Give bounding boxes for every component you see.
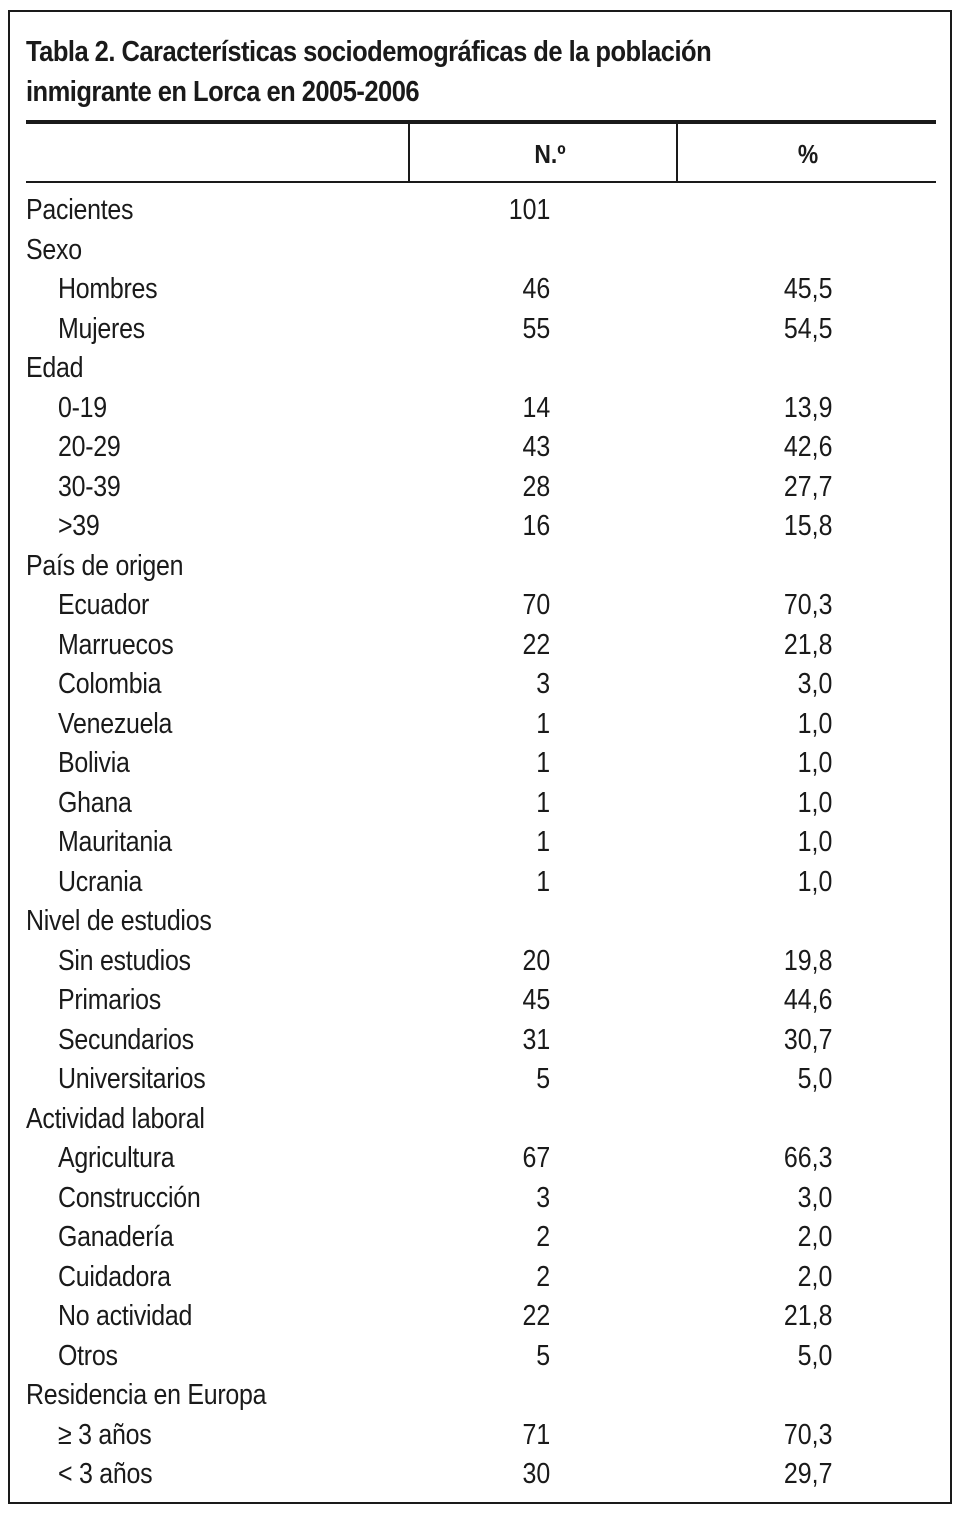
row-label: [58, 705, 191, 745]
table-row: [0, 1258, 962, 1298]
row-percent: [700, 547, 832, 587]
row-count: [430, 823, 550, 863]
row-percent: [700, 744, 832, 784]
row-label: [26, 547, 209, 587]
row-label-text: Secundarios: [58, 1023, 194, 1056]
row-count: [430, 1139, 550, 1179]
row-count: [430, 744, 550, 784]
row-count: [430, 863, 550, 903]
row-percent: [700, 310, 832, 350]
row-count-text: 2: [536, 1221, 550, 1253]
row-label-text: Cuidadora: [58, 1260, 171, 1293]
row-percent-text: 45,5: [783, 273, 832, 305]
header-divider-1: [408, 124, 410, 181]
row-percent: [700, 428, 832, 468]
row-label: [26, 349, 93, 389]
row-count: [430, 1258, 550, 1298]
row-label-text: 0-19: [58, 391, 107, 424]
row-count: [430, 1021, 550, 1061]
row-label: [26, 902, 242, 942]
row-percent: [700, 823, 832, 863]
row-label-text: Marruecos: [58, 628, 174, 661]
row-label-text: < 3 años: [58, 1458, 153, 1490]
row-count: [430, 507, 550, 547]
row-count-text: 71: [522, 1418, 550, 1451]
row-label: [58, 665, 178, 705]
row-count: [430, 784, 550, 824]
row-label: [58, 1337, 127, 1377]
row-count-text: 30: [522, 1458, 550, 1490]
table-row: [0, 310, 962, 350]
table-row: [0, 1021, 962, 1061]
table-row: [0, 784, 962, 824]
table-row: [0, 468, 962, 508]
row-percent: [700, 1218, 832, 1258]
row-percent-text: 3,0: [797, 1181, 832, 1214]
row-percent-text: 1,0: [797, 747, 832, 779]
row-percent: [700, 1376, 832, 1416]
row-count-text: 70: [522, 589, 550, 621]
row-percent: [700, 784, 832, 824]
row-percent: [700, 349, 832, 389]
row-label-text: Sexo: [26, 233, 82, 266]
table-row: [0, 1218, 962, 1258]
row-percent: [700, 507, 832, 547]
row-label: [58, 310, 159, 350]
row-count-text: 22: [522, 1300, 550, 1332]
row-count-text: 5: [536, 1063, 550, 1095]
row-label-text: Colombia: [58, 668, 162, 700]
row-count: [430, 586, 550, 626]
row-label: [58, 823, 190, 863]
row-count: [430, 349, 550, 389]
row-percent: [700, 942, 832, 982]
row-label-text: Mauritania: [58, 826, 172, 858]
row-percent-text: 1,0: [797, 826, 832, 858]
row-percent: [700, 586, 832, 626]
row-label-text: Ganadería: [58, 1221, 174, 1253]
table-group-row: [0, 547, 962, 587]
row-percent: [700, 1258, 832, 1298]
row-percent-text: 2,0: [797, 1221, 832, 1253]
row-percent: [700, 1416, 832, 1456]
row-percent: [700, 389, 832, 429]
row-label: [58, 1416, 167, 1456]
row-label-text: País de origen: [26, 549, 184, 582]
row-percent-text: 5,0: [797, 1339, 832, 1372]
row-percent: [700, 270, 832, 310]
table-row: [0, 1060, 962, 1100]
header-bottom-rule: [26, 181, 936, 183]
row-percent: [700, 1179, 832, 1219]
row-label-text: >39: [58, 510, 100, 542]
row-label-text: Sin estudios: [58, 944, 191, 977]
table-body: [0, 191, 962, 1495]
row-count: [430, 626, 550, 666]
row-label-text: Edad: [26, 352, 84, 384]
table-row: [0, 428, 962, 468]
row-percent-text: 1,0: [797, 786, 832, 819]
row-count-text: 22: [522, 628, 550, 661]
row-percent-text: 3,0: [797, 668, 832, 700]
row-label-text: ≥ 3 años: [58, 1418, 152, 1451]
row-percent: [700, 1455, 832, 1495]
row-label: [58, 1179, 224, 1219]
row-percent-text: 5,0: [797, 1063, 832, 1095]
table-row: [0, 1455, 962, 1495]
table-row: [0, 626, 962, 666]
row-label: [58, 1139, 193, 1179]
row-label: [58, 1218, 192, 1258]
row-percent: [700, 231, 832, 271]
table-row: [0, 942, 962, 982]
row-count-text: 3: [536, 668, 550, 700]
row-percent: [700, 1297, 832, 1337]
table-title-line-2: inmigrante en Lorca en 2005-2006: [26, 76, 420, 108]
row-count: [430, 468, 550, 508]
table-row: [0, 1297, 962, 1337]
row-count-text: 1: [536, 747, 550, 779]
table-row: [0, 744, 962, 784]
row-count-text: 43: [522, 431, 550, 463]
row-count-text: 46: [522, 273, 550, 305]
row-percent-text: 27,7: [783, 470, 832, 503]
row-count-text: 20: [522, 944, 550, 977]
header-top-rule: [26, 120, 936, 124]
table-row: [0, 863, 962, 903]
row-label-text: Venezuela: [58, 707, 173, 740]
table-row: [0, 1337, 962, 1377]
row-label-text: Nivel de estudios: [26, 905, 212, 937]
row-label-text: Otros: [58, 1339, 118, 1372]
table-row: [0, 665, 962, 705]
row-count: [430, 1297, 550, 1337]
row-percent: [700, 468, 832, 508]
row-percent-text: 54,5: [783, 312, 832, 345]
table-group-row: [0, 231, 962, 271]
table-group-row: [0, 191, 962, 231]
row-count: [430, 1455, 550, 1495]
row-count: [430, 1218, 550, 1258]
row-percent: [700, 626, 832, 666]
row-percent-text: 2,0: [797, 1260, 832, 1293]
row-label: [58, 468, 131, 508]
row-percent: [700, 665, 832, 705]
row-label-text: Residencia en Europa: [26, 1379, 267, 1411]
table-title-line-1: Tabla 2. Características sociodemográficas de la población: [26, 36, 712, 68]
row-label-text: 30-39: [58, 470, 121, 503]
row-label-text: Ghana: [58, 786, 132, 819]
row-count: [430, 547, 550, 587]
row-count-text: 67: [522, 1142, 550, 1174]
row-count: [430, 665, 550, 705]
row-percent: [700, 1337, 832, 1377]
column-header-n: N.º: [534, 139, 566, 169]
row-count: [430, 1337, 550, 1377]
row-percent-text: 29,7: [783, 1458, 832, 1490]
row-percent-text: 70,3: [783, 589, 832, 621]
row-label: [58, 626, 192, 666]
table-group-row: [0, 349, 962, 389]
table-row: [0, 270, 962, 310]
row-label: [58, 1021, 216, 1061]
table-row: [0, 981, 962, 1021]
row-count-text: 1: [536, 707, 550, 740]
row-label-text: Universitarios: [58, 1063, 206, 1095]
row-count: [430, 942, 550, 982]
row-percent-text: 21,8: [783, 1300, 832, 1332]
row-percent: [700, 705, 832, 745]
row-label: [58, 586, 164, 626]
row-label-text: Construcción: [58, 1181, 201, 1214]
row-count-text: 28: [522, 470, 550, 503]
row-percent-text: 30,7: [783, 1023, 832, 1056]
row-count-text: 31: [522, 1023, 550, 1056]
column-header-percent: %: [797, 139, 819, 169]
table-row: [0, 1179, 962, 1219]
row-percent: [700, 1060, 832, 1100]
row-count-text: 14: [522, 391, 550, 424]
row-count-text: 45: [522, 984, 550, 1016]
row-percent: [700, 981, 832, 1021]
row-label-text: Ecuador: [58, 589, 150, 621]
row-label: [26, 1376, 305, 1416]
row-label: [58, 784, 144, 824]
row-label: [58, 507, 106, 547]
row-count-text: 55: [522, 312, 550, 345]
row-label-text: Pacientes: [26, 194, 134, 226]
table-group-row: [0, 902, 962, 942]
row-label: [26, 1100, 234, 1140]
row-count: [430, 1100, 550, 1140]
row-label-text: Mujeres: [58, 312, 145, 345]
row-count: [430, 310, 550, 350]
row-percent-text: 19,8: [783, 944, 832, 977]
row-label: [58, 1297, 214, 1337]
row-label: [58, 863, 156, 903]
row-percent: [700, 863, 832, 903]
header-divider-2: [676, 124, 678, 181]
row-label: [58, 744, 141, 784]
row-percent: [700, 902, 832, 942]
table-row: [0, 823, 962, 863]
row-count: [430, 270, 550, 310]
row-count: [430, 1416, 550, 1456]
row-label-text: 20-29: [58, 431, 121, 463]
table-title: [26, 32, 818, 112]
row-count-text: 16: [522, 510, 550, 542]
row-count-text: 2: [536, 1260, 550, 1293]
row-count: [430, 1376, 550, 1416]
row-percent-text: 21,8: [783, 628, 832, 661]
row-percent-text: 1,0: [797, 865, 832, 898]
table-row: [0, 586, 962, 626]
row-label: [58, 1455, 168, 1495]
row-count-text: 1: [536, 786, 550, 819]
row-percent: [700, 1139, 832, 1179]
row-percent-text: 42,6: [783, 431, 832, 463]
table-row: [0, 1139, 962, 1179]
row-label: [58, 1060, 229, 1100]
row-label-text: Ucrania: [58, 865, 143, 898]
row-percent-text: 13,9: [783, 391, 832, 424]
row-label-text: Actividad laboral: [26, 1102, 205, 1135]
row-count: [430, 902, 550, 942]
row-count-text: 3: [536, 1181, 550, 1214]
table-group-row: [0, 1100, 962, 1140]
row-label: [26, 231, 91, 271]
table-row: [0, 507, 962, 547]
row-count-text: 1: [536, 826, 550, 858]
row-label: [58, 981, 178, 1021]
row-label: [58, 1258, 189, 1298]
row-count: [430, 705, 550, 745]
row-label: [58, 270, 174, 310]
row-label-text: Primarios: [58, 984, 161, 1016]
row-count: [430, 389, 550, 429]
row-count-text: 5: [536, 1339, 550, 1372]
row-label-text: Agricultura: [58, 1142, 175, 1174]
row-count: [430, 428, 550, 468]
row-percent-text: 44,6: [783, 984, 832, 1016]
row-percent-text: 66,3: [783, 1142, 832, 1174]
row-count-text: 1: [536, 865, 550, 898]
row-percent-text: 15,8: [783, 510, 832, 542]
row-label: [58, 942, 212, 982]
row-percent: [700, 1100, 832, 1140]
row-label-text: Hombres: [58, 273, 158, 305]
table-row: [0, 1416, 962, 1456]
row-label-text: Bolivia: [58, 747, 130, 779]
row-label-text: No actividad: [58, 1300, 193, 1332]
row-label: [58, 428, 131, 468]
table-row: [0, 389, 962, 429]
row-count-text: 101: [508, 194, 550, 226]
row-percent-text: 1,0: [797, 707, 832, 740]
row-label: [58, 389, 115, 429]
row-count: [430, 981, 550, 1021]
row-percent-text: 70,3: [783, 1418, 832, 1451]
table-group-row: [0, 1376, 962, 1416]
row-count: [430, 1060, 550, 1100]
row-percent: [700, 1021, 832, 1061]
row-count: [430, 231, 550, 271]
row-count: [430, 191, 550, 231]
row-percent: [700, 191, 832, 231]
row-count: [430, 1179, 550, 1219]
table-row: [0, 705, 962, 745]
row-label: [26, 191, 151, 231]
